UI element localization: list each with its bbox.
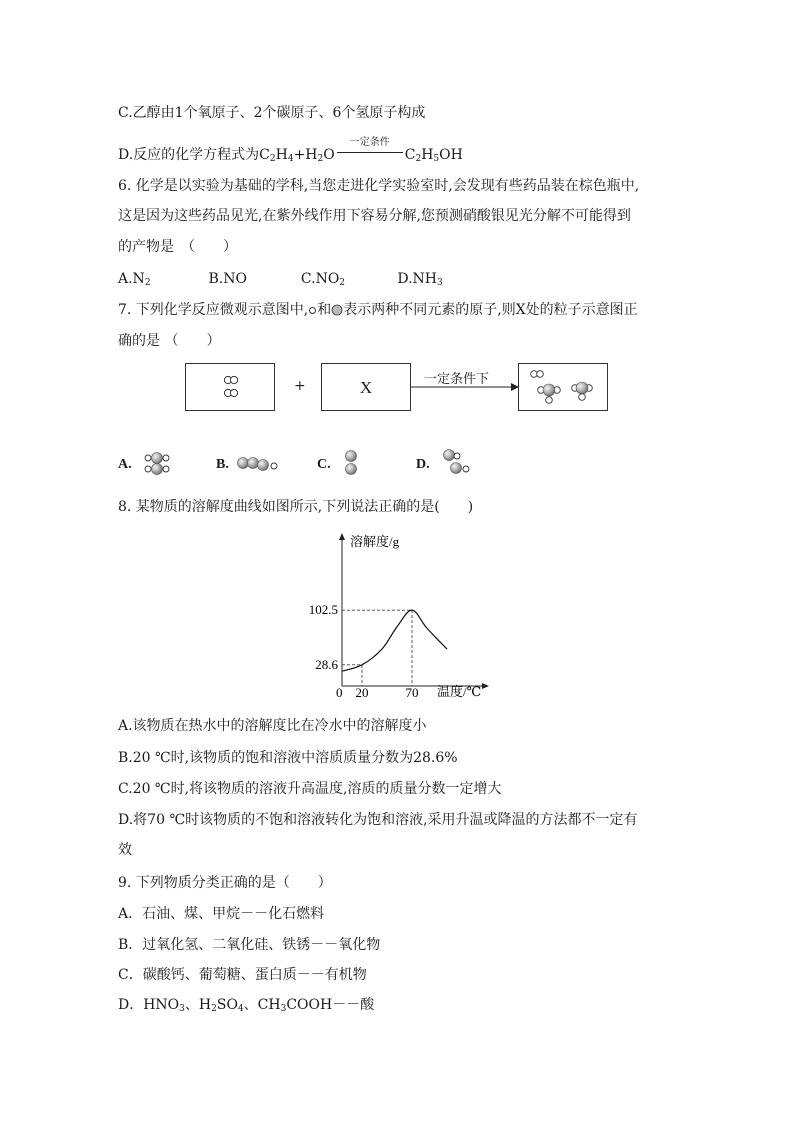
reaction-condition: 一定条件: [349, 137, 390, 148]
solubility-chart: [298, 528, 508, 703]
reaction-condition-arrow: [335, 137, 405, 164]
q6-option-a: $A.N_2$: [118, 271, 151, 288]
molecule-b-icon: [236, 454, 284, 474]
reaction-arrow: [411, 381, 521, 393]
x-tick-label-0: 20: [355, 685, 369, 700]
reactant-box-1: [185, 363, 275, 411]
q5-option-c: C.乙醇由1个氧原子、2个碳原子、6个氢原子构成: [118, 105, 426, 121]
q5-option-d: D.反应的化学方程式为$C_2H_4+H_2O$ 一定条件 $C_2H_5OH$: [118, 146, 463, 164]
q6-line-1: 6. 化学是以实验为基础的学科,当您走进化学实验室时,会发现有些药品装在棕色瓶中,: [118, 178, 640, 194]
y-tick-label-1: 102.5: [308, 602, 338, 618]
q7-option-b: B.: [216, 456, 229, 473]
molecule-c-icon: [339, 447, 369, 477]
q6-option-c: $C.NO_2$: [300, 271, 346, 288]
small-atom-icon: [308, 306, 317, 315]
q9-option-d: D．$HNO_3$、$H_2SO_4$、$CH_3COOH--$酸: [118, 997, 375, 1014]
molecule-a-icon: [140, 450, 180, 476]
x-tick-label-1: 70: [405, 685, 419, 700]
q9-option-a: A．石油、煤、甲烷－－化石燃料: [118, 906, 325, 922]
q8-option-d: D.将70 ℃时该物质的不饱和溶液转化为饱和溶液,采用升温或降温的方法都不一定有: [118, 812, 638, 828]
q8-option-d-cont: 效: [118, 842, 132, 858]
q9-option-b: B．过氧化氢、二氧化硅、铁锈－－氧化物: [118, 937, 381, 953]
q9-stem: 9. 下列物质分类正确的是（ ）: [118, 875, 332, 891]
product-box: [518, 363, 608, 411]
unknown-x-label: X: [359, 378, 373, 397]
q7-option-d: D.: [416, 456, 430, 473]
q6-line-3: 的产物是 （ ）: [118, 239, 237, 255]
y-axis-label: 溶解度/g: [350, 534, 400, 549]
reaction-arrow-label: 一定条件下: [424, 372, 490, 387]
q8-stem: 8. 某物质的溶解度曲线如图所示,下列说法正确的是( ): [118, 499, 474, 515]
q8-option-a: A.该物质在热水中的溶解度比在冷水中的溶解度小: [118, 718, 427, 734]
plus-sign: +: [294, 378, 306, 394]
q6-line-2: 这是因为这些药品见光,在紫外线作用下容易分解,您预测硝酸银见光分解不可能得到: [118, 208, 631, 224]
q7-line-1: 7. 下列化学反应微观示意图中, 和 表示两种不同元素的原子,则X处的粒子示意图正: [118, 302, 638, 318]
solubility-curve: [342, 610, 447, 671]
q6-option-d: $D.NH_3$: [397, 271, 443, 288]
q8-option-c: C.20 ℃时,将该物质的溶液升高温度,溶质的质量分数一定增大: [118, 781, 502, 797]
q6-options: [118, 270, 443, 288]
x-axis-label: 温度/℃: [437, 684, 482, 699]
small-molecule-pair-icon: [186, 364, 276, 412]
q7-option-a: A.: [118, 456, 132, 473]
q7-option-c: C.: [317, 456, 331, 473]
q6-option-b: B.NO: [208, 271, 247, 287]
y-tick-label-0: 28.6: [315, 656, 338, 672]
molecule-d-icon: [436, 447, 476, 477]
product-molecules-icon: [519, 364, 609, 412]
unknown-x-box: [321, 363, 411, 411]
large-atom-icon: [331, 304, 343, 316]
origin-label: 0: [336, 685, 343, 700]
q9-option-c: C．碳酸钙、葡萄糖、蛋白质－－有机物: [118, 967, 367, 983]
q8-option-b: B.20 ℃时,该物质的饱和溶液中溶质质量分数为28.6%: [118, 750, 458, 766]
q7-line-2: 确的是 （ ）: [118, 333, 221, 349]
